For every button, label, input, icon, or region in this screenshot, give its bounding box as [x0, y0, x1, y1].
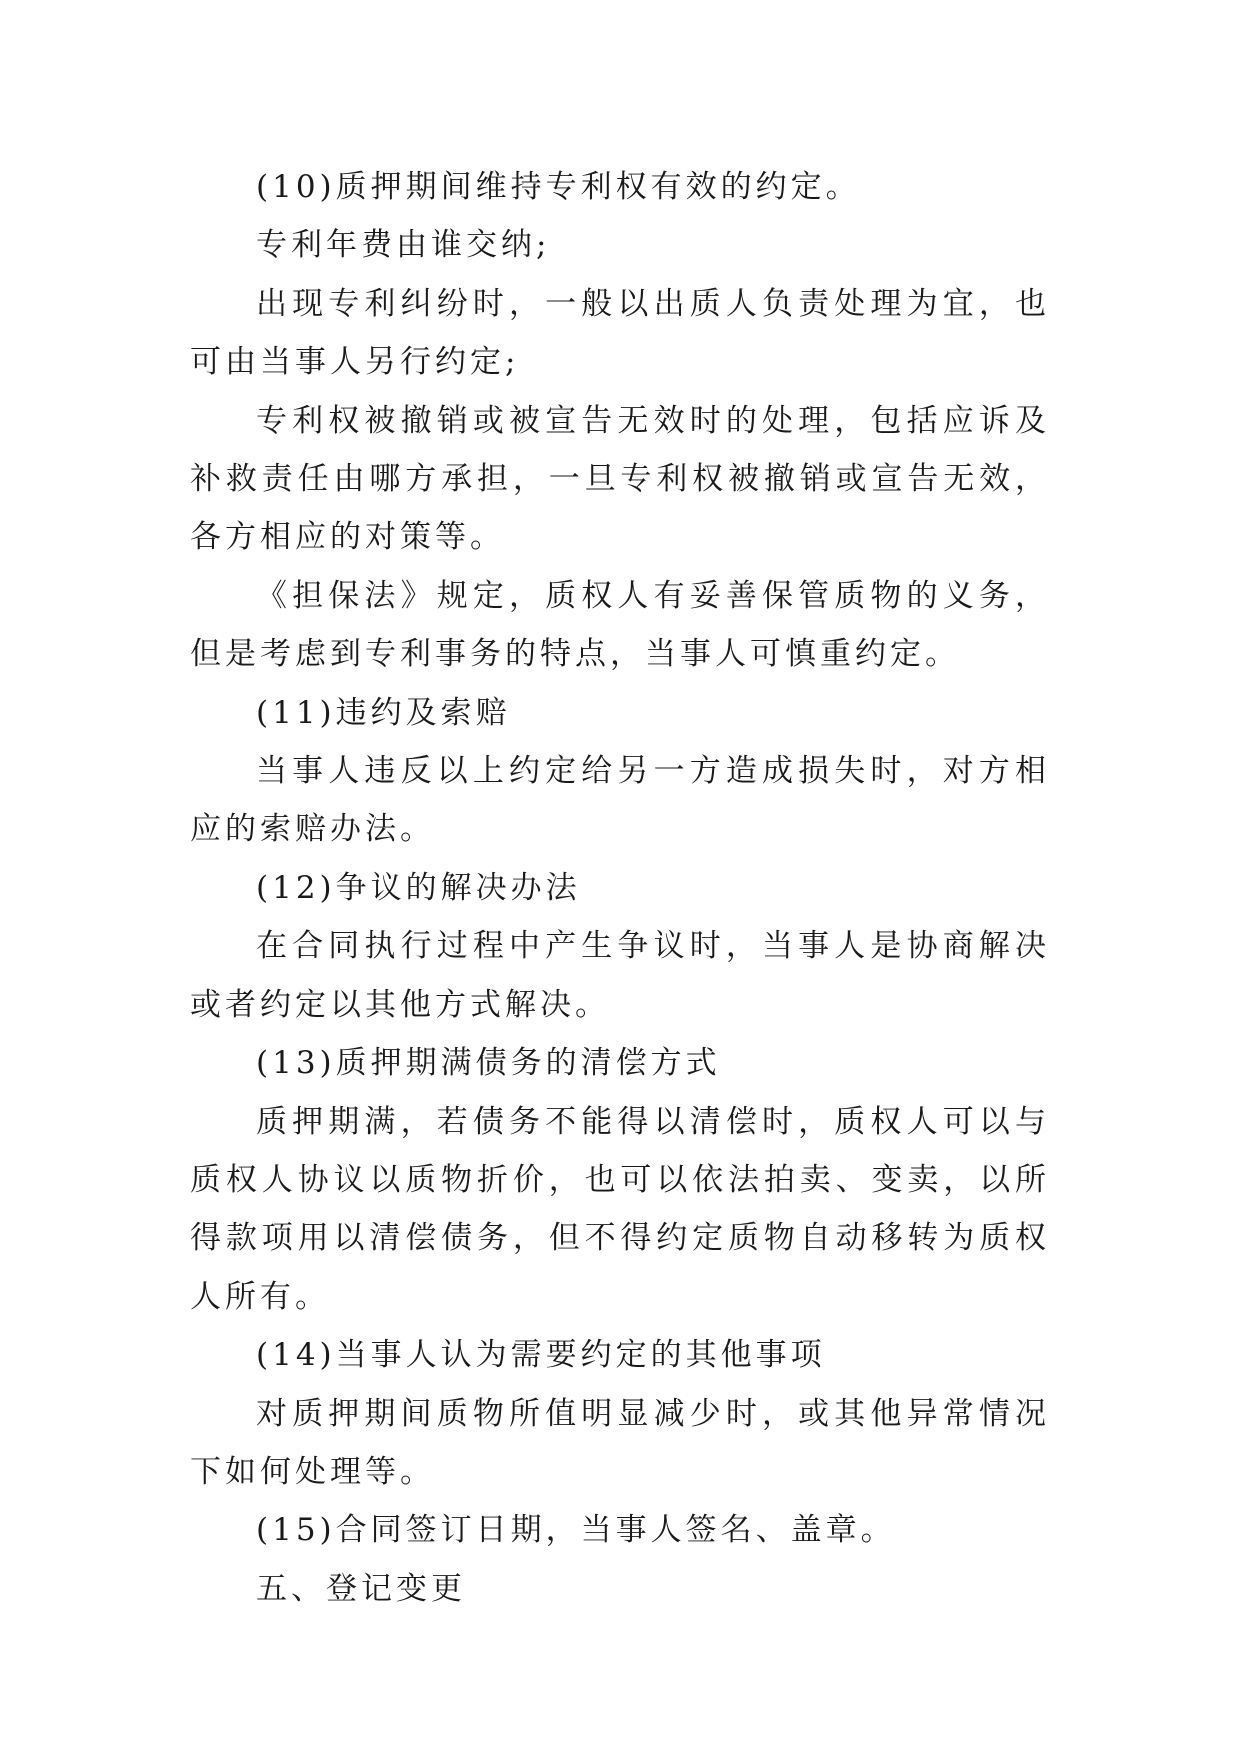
paragraph-item-13-debt-settlement: (13)质押期满债务的清偿方式: [256, 1045, 721, 1082]
paragraph-item-12-dispute-resolution: (12)争议的解决办法: [256, 869, 581, 906]
paragraph-breach-claims: 当事人违反以上约定给另一方造成损失时，对方相应的索赔办法。: [190, 753, 1050, 848]
paragraph-dispute-resolution-text: 在合同执行过程中产生争议时，当事人是协商解决或者约定以其他方式解决。: [190, 928, 1050, 1023]
paragraph-item-15-signing: (15)合同签订日期，当事人签名、盖章。: [256, 1512, 896, 1549]
paragraph-debt-settlement-text: 质押期满，若债务不能得以清偿时，质权人可以与质权人协议以质物折价，也可以依法拍卖、变卖，以所得款项用以清偿债务，但不得约定质物自动移转为质权人所有。: [190, 1103, 1050, 1315]
paragraph-guarantee-law: 《担保法》规定，质权人有妥善保管质物的义务，但是考虑到专利事务的特点，当事人可慎重约定。: [190, 577, 1050, 673]
document-body: [190, 158, 1050, 1618]
paragraph-item-10-maintain-patent: (10)质押期间维持专利权有效的约定。: [256, 169, 861, 205]
paragraph-item-11-breach: (11)违约及索赔: [256, 694, 511, 731]
paragraph-annual-fee: 专利年费由谁交纳;: [256, 227, 551, 264]
paragraph-item-14-other-matters: (14)当事人认为需要约定的其他事项: [256, 1337, 826, 1374]
section-heading-registration-change: 五、登记变更: [256, 1570, 466, 1607]
paragraph-patent-revocation: 专利权被撤销或被宣告无效时的处理，包括应诉及补救责任由哪方承担，一旦专利权被撤销或宣告无效，各方相应的对策等。: [190, 402, 1050, 556]
paragraph-patent-dispute: 出现专利纠纷时，一般以出质人负责处理为宜，也可由当事人另行约定;: [190, 285, 1050, 381]
paragraph-other-matters-text: 对质押期间质物所值明显减少时，或其他异常情况下如何处理等。: [190, 1395, 1050, 1490]
